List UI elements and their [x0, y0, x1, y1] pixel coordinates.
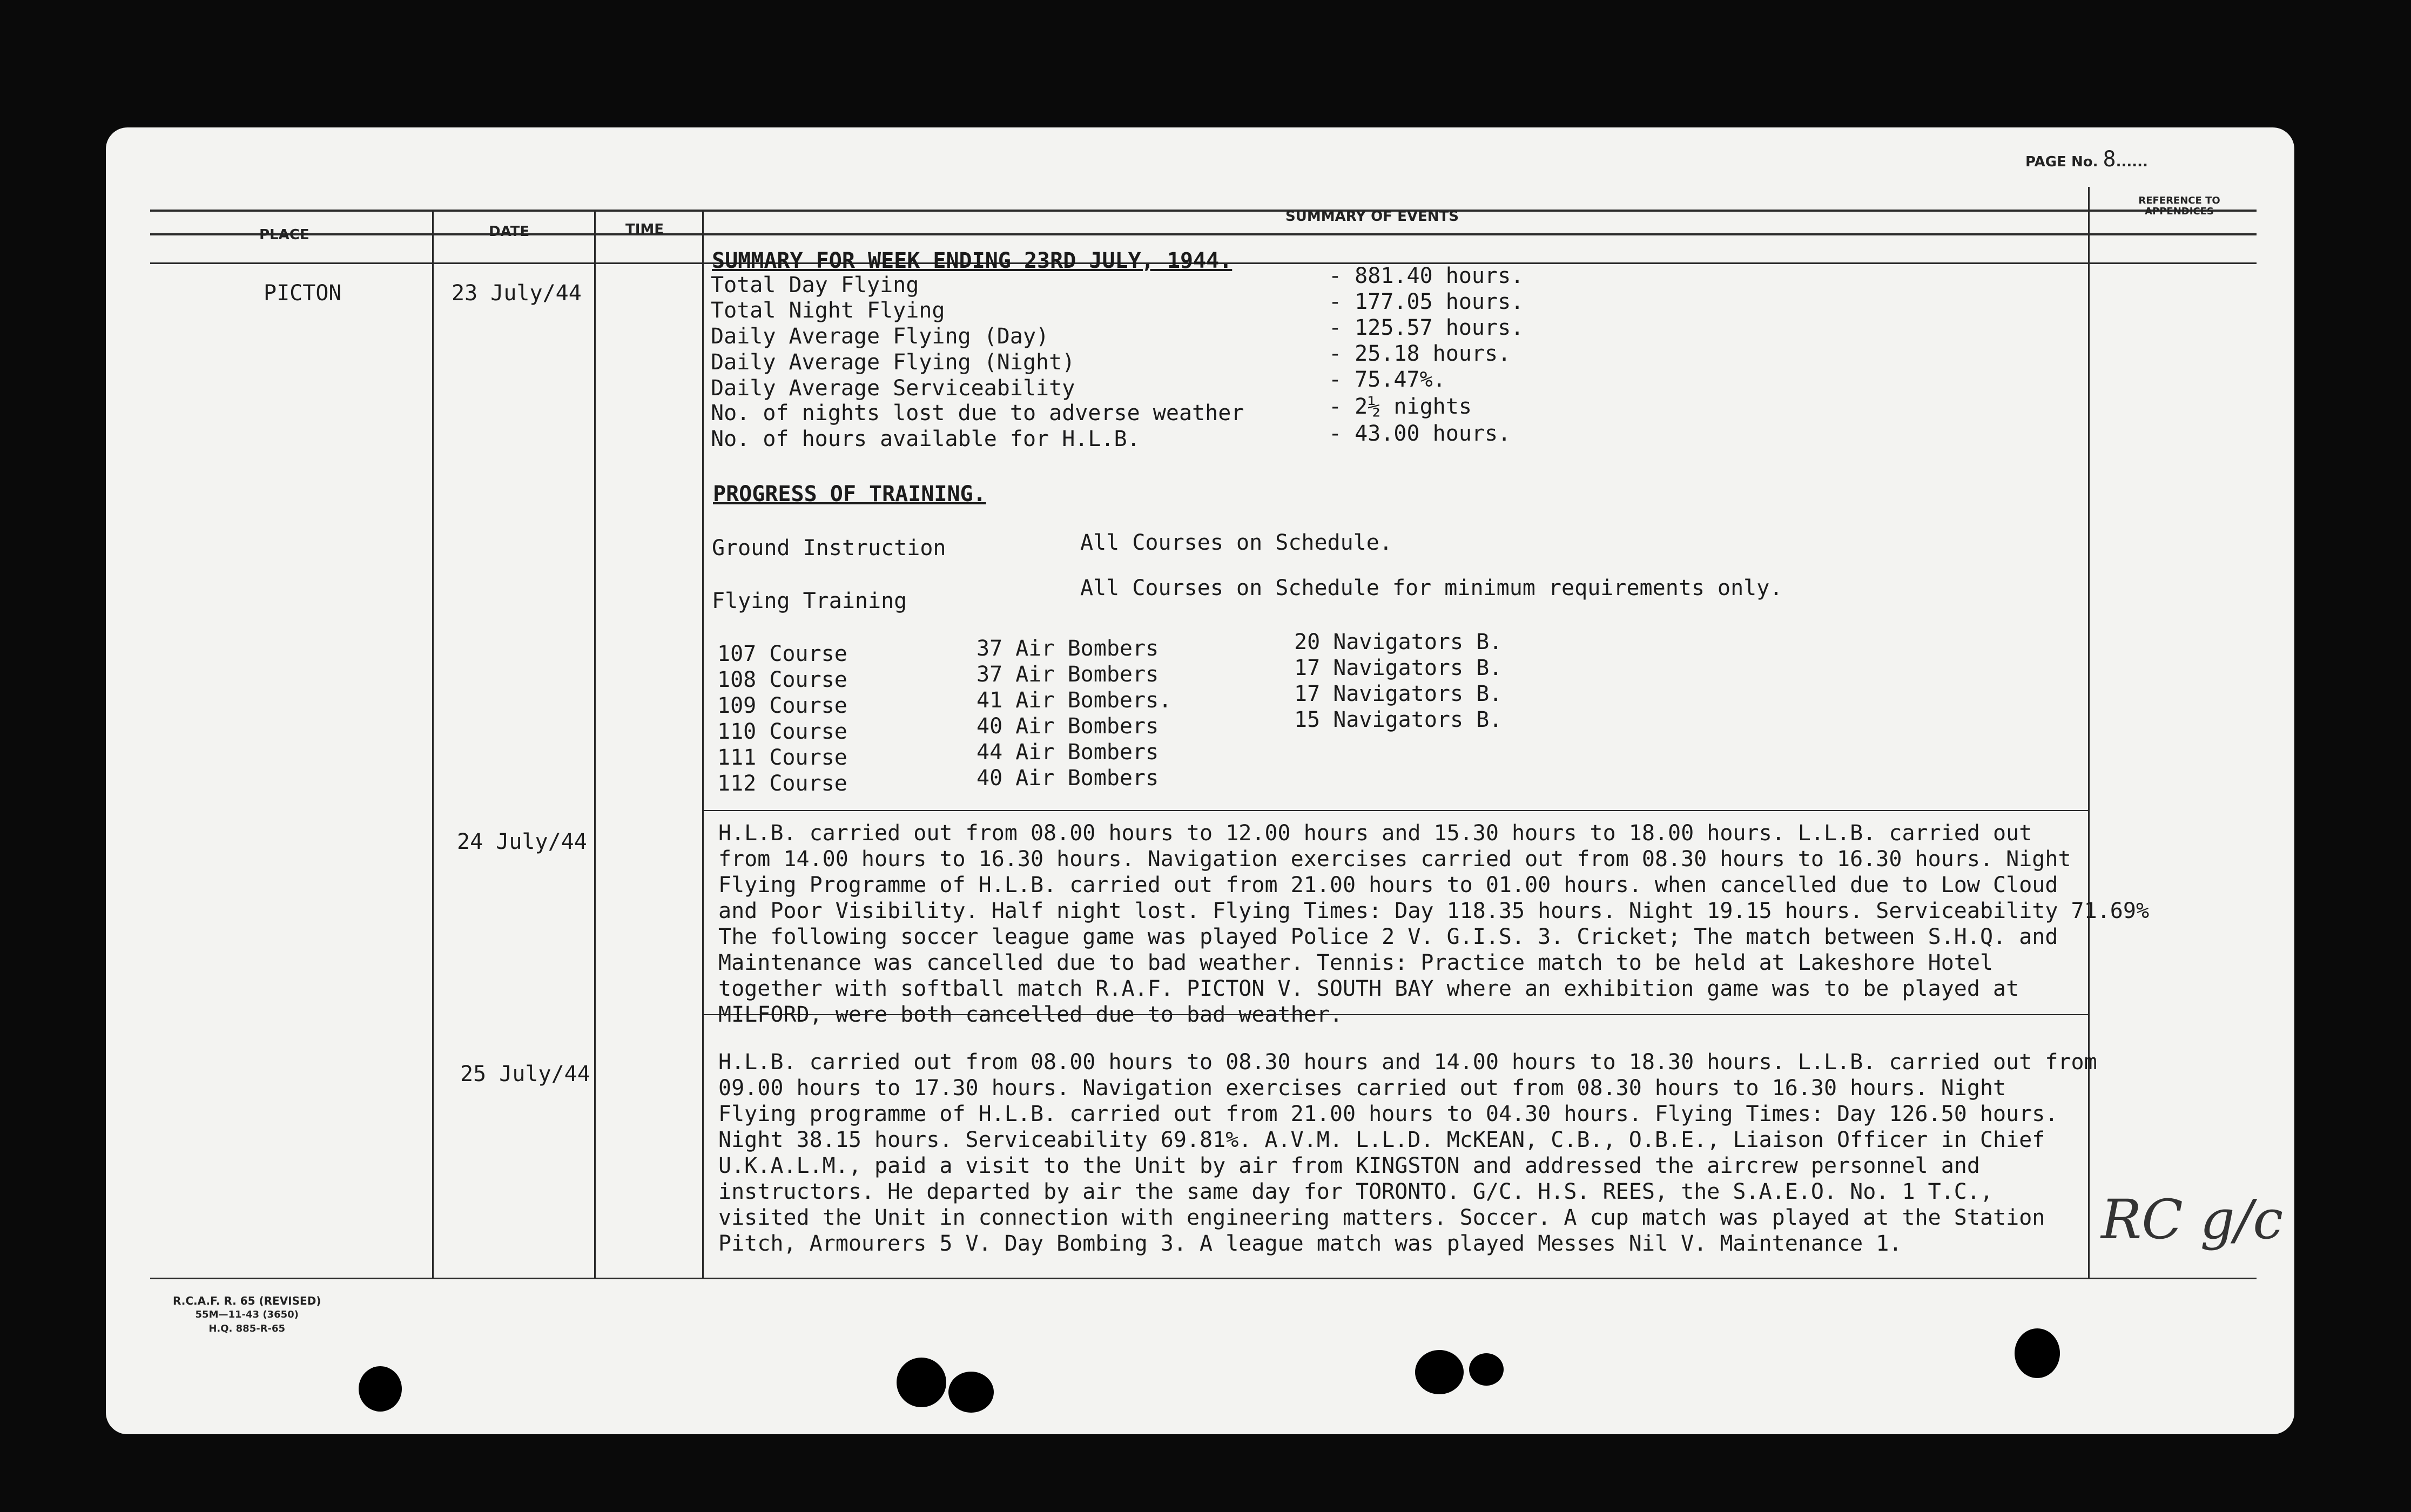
- stat-label: Total Day Flying: [711, 273, 919, 298]
- date-25-july: 25 July/44: [460, 1062, 590, 1086]
- progress-heading: PROGRESS OF TRAINING.: [713, 482, 986, 507]
- date-24-july: 24 July/44: [457, 829, 587, 854]
- header-top-rule: [150, 210, 2257, 212]
- place-picton: PICTON: [264, 281, 342, 306]
- handwritten-initials: RC g/c: [2101, 1188, 2284, 1251]
- punch-hole: [1415, 1350, 1464, 1394]
- punch-hole: [1469, 1353, 1504, 1386]
- stat-label: Total Night Flying: [711, 298, 945, 323]
- stat-label: Daily Average Flying (Day): [711, 324, 1049, 349]
- course-navigators: 20 Navigators B.: [1294, 630, 1503, 654]
- entry-line: The following soccer league game was played Police 2 V. G.I.S. 3. Cricket; The match between S.H.Q. and: [718, 924, 2058, 949]
- course-bombers: 40 Air Bombers: [976, 766, 1159, 791]
- course-name: 108 Course: [717, 667, 847, 692]
- course-name: 112 Course: [717, 771, 847, 796]
- course-name: 107 Course: [717, 642, 847, 666]
- course-bombers: 40 Air Bombers: [976, 714, 1159, 739]
- stat-value: - 43.00 hours.: [1329, 421, 1511, 446]
- course-name: 109 Course: [717, 693, 847, 718]
- stat-label: No. of hours available for H.L.B.: [711, 427, 1140, 451]
- page-number-label: PAGE No. 8......: [2025, 147, 2148, 172]
- entry-line: Flying Programme of H.L.B. carried out from 21.00 hours to 01.00 hours. when cancelled due to Low Cloud: [718, 873, 2058, 897]
- flying-training-label: Flying Training: [712, 589, 907, 613]
- ground-instruction-label: Ground Instruction: [712, 536, 946, 561]
- punch-hole: [948, 1372, 994, 1413]
- form-hq-code: H.Q. 885-R-65: [208, 1323, 286, 1334]
- column-header-reference: REFERENCE TO APPENDICES: [2138, 195, 2220, 217]
- entry-line: Night 38.15 hours. Serviceability 69.81%. A.V.M. L.L.D. McKEAN, C.B., O.B.E., Liaison Officer in Chief: [718, 1128, 2045, 1152]
- entry-line: H.L.B. carried out from 08.00 hours to 08.30 hours and 14.00 hours to 18.30 hours. L.L.B. carried out from: [718, 1050, 2097, 1075]
- entry-line: and Poor Visibility. Half night lost. Flying Times: Day 118.35 hours. Night 19.15 hours. Serviceability 71.69%: [718, 899, 2150, 923]
- entry-line: together with softball match R.A.F. PICTON V. SOUTH BAY where an exhibition game was to be played at: [718, 976, 2019, 1001]
- column-header-summary: SUMMARY OF EVENTS: [1285, 208, 1459, 225]
- course-name: 111 Course: [717, 745, 847, 770]
- col-divider-date: [594, 210, 596, 1278]
- stat-value: - 75.47%.: [1329, 367, 1446, 392]
- course-navigators: 15 Navigators B.: [1294, 707, 1503, 732]
- flying-training-value: All Courses on Schedule for minimum requirements only.: [1080, 576, 1783, 600]
- form-number: R.C.A.F. R. 65 (REVISED): [173, 1294, 321, 1307]
- entry-line: 09.00 hours to 17.30 hours. Navigation exercises carried out from 08.30 hours to 16.30 hours. Night: [718, 1076, 2006, 1101]
- page-number: 8: [2103, 147, 2116, 172]
- entry-line: Maintenance was cancelled due to bad weather. Tennis: Practice match to be held at Lakeshore Hotel: [718, 950, 1994, 975]
- column-header-time: TIME: [625, 221, 664, 238]
- ground-instruction-value: All Courses on Schedule.: [1080, 530, 1392, 555]
- course-name: 110 Course: [717, 719, 847, 744]
- course-bombers: 41 Air Bombers.: [976, 688, 1172, 713]
- punch-hole: [359, 1366, 402, 1412]
- entry-line: H.L.B. carried out from 08.00 hours to 12.00 hours and 15.30 hours to 18.00 hours. L.L.B. carried out: [718, 821, 2032, 846]
- stat-value: - 125.57 hours.: [1329, 315, 1524, 340]
- course-bombers: 37 Air Bombers: [976, 636, 1159, 661]
- col-divider-summary: [2088, 187, 2090, 1278]
- entry-line: visited the Unit in connection with engineering matters. Soccer. A cup match was played at the Station: [718, 1205, 2045, 1230]
- stat-label: Daily Average Flying (Night): [711, 350, 1075, 375]
- stat-label: Daily Average Serviceability: [711, 376, 1075, 401]
- stat-value: - 2½ nights: [1329, 394, 1472, 419]
- entry-line: MILFORD, were both cancelled due to bad weather.: [718, 1002, 1343, 1027]
- stat-value: - 177.05 hours.: [1329, 289, 1524, 314]
- entry-line: Pitch, Armourers 5 V. Day Bombing 3. A league match was played Messes Nil V. Maintenance 1.: [718, 1231, 1902, 1256]
- entry-line: Flying programme of H.L.B. carried out from 21.00 hours to 04.30 hours. Flying Times: Day 126.50 hours.: [718, 1102, 2058, 1126]
- header-bottom-rule: [150, 233, 2257, 235]
- footer-rule: [150, 1278, 2257, 1279]
- entry-line: from 14.00 hours to 16.30 hours. Navigation exercises carried out from 08.30 hours to 16.30 hours. Night: [718, 847, 2071, 872]
- form-identifier: [173, 1294, 321, 1336]
- column-header-place: PLACE: [259, 227, 309, 243]
- punch-hole: [897, 1358, 946, 1407]
- col-divider-time: [702, 210, 704, 1278]
- stat-label: No. of nights lost due to adverse weather: [711, 401, 1244, 426]
- stat-value: - 25.18 hours.: [1329, 341, 1511, 366]
- course-navigators: 17 Navigators B.: [1294, 681, 1503, 706]
- course-navigators: 17 Navigators B.: [1294, 656, 1503, 680]
- weekly-summary-heading: SUMMARY FOR WEEK ENDING 23RD JULY, 1944.: [712, 248, 1233, 273]
- course-bombers: 44 Air Bombers: [976, 740, 1159, 765]
- col-divider-place: [432, 210, 434, 1278]
- entry-separator: [702, 810, 2088, 811]
- form-print-code: 55M—11-43 (3650): [195, 1309, 299, 1320]
- column-header-date: DATE: [489, 224, 530, 240]
- date-23-july: 23 July/44: [452, 281, 582, 306]
- stat-value: - 881.40 hours.: [1329, 264, 1524, 288]
- punch-hole: [2015, 1328, 2060, 1378]
- course-bombers: 37 Air Bombers: [976, 662, 1159, 687]
- entry-line: U.K.A.L.M., paid a visit to the Unit by air from KINGSTON and addressed the aircrew personnel and: [718, 1153, 1980, 1178]
- entry-line: instructors. He departed by air the same day for TORONTO. G/C. H.S. REES, the S.A.E.O. No. 1 T.C.,: [718, 1179, 1994, 1204]
